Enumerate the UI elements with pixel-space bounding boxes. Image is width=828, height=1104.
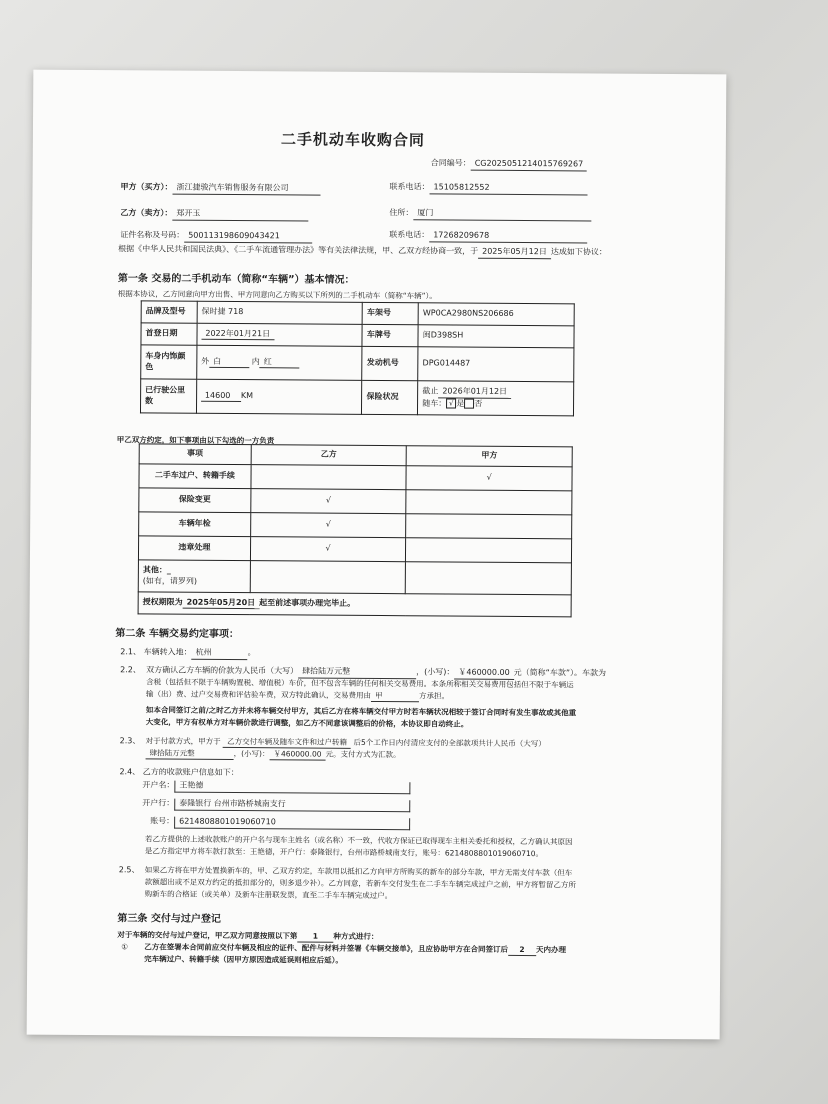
party-b-address: [389, 208, 591, 221]
inner-color-label: 内: [251, 356, 260, 366]
authorization-deadline: [138, 592, 571, 617]
preamble: [118, 244, 708, 260]
account-number-value: 6214808801019060710: [174, 817, 410, 830]
party-a: [121, 182, 321, 195]
section-2-1-label: 车辆转入地：: [143, 647, 192, 657]
id-document-label: 证件名称及号码：: [120, 230, 185, 240]
delivery-suffix: 天内办理: [535, 945, 567, 955]
plate-value: 闽D398SH: [418, 325, 574, 348]
payment-amount-chinese: 肆拾陆万元整: [146, 748, 234, 760]
party-a-phone-label: 联系电话：: [389, 182, 430, 192]
resp-row-item: 违章处理: [138, 536, 250, 561]
party-a-phone-value: 15105812552: [430, 182, 588, 195]
color-label: 车身内饰颜色: [141, 345, 197, 379]
vin-label: 车架号: [362, 302, 418, 324]
payment-small-label: ，(小写)：: [233, 749, 270, 759]
responsibility-table: [138, 443, 573, 617]
party-b-phone-label: 联系电话：: [389, 230, 430, 240]
mileage-values: [196, 379, 362, 414]
resp-other-label: 其他：: [142, 565, 167, 575]
delivery-days: 2: [508, 945, 536, 956]
account-number-row: [150, 816, 410, 830]
section-2-2-line2: 含税（包括但不限于车辆购置税、增值税）车价，但不包含车辆的任何相关交易费用。本条所称相关交易费用包括但不限于车辆运: [146, 677, 574, 690]
resp-other-party-a: [406, 562, 572, 595]
engine-label: 发动机号: [362, 346, 418, 380]
resp-row-party-a: [406, 514, 572, 539]
outer-color-value: 白: [209, 356, 249, 368]
contract-number: [431, 158, 587, 171]
mileage-value: 14600: [201, 390, 241, 402]
section-2-3-line2: [146, 748, 401, 761]
mileage-label: 已行驶公里数: [140, 379, 196, 413]
party-b-address-value: 厦门: [413, 208, 591, 221]
article-2-heading: 第二条 车辆交易约定事项：: [115, 628, 239, 641]
id-document-value: 500113198609043421: [184, 231, 312, 244]
payment-text: 对于付款方式，甲方于: [145, 736, 221, 746]
section-2-5-number: 2.5、: [118, 865, 140, 875]
payment-method: 元。支付方式为汇款。: [325, 749, 401, 760]
section-2-2-number: 2.2、: [120, 665, 141, 675]
resp-other: [138, 560, 250, 593]
party-b-label: 乙方（卖方）：: [120, 208, 173, 218]
preamble-text-end: 达成如下协议：: [550, 247, 607, 257]
section-2-2-line3: [146, 689, 449, 702]
article-3-item-number: ①: [121, 942, 129, 952]
section-2-5-line3: 购新车的合格证（或关单）及新车注册联发票，直至二手车车辆完成过户。: [144, 889, 393, 901]
section-2-3: [145, 736, 716, 760]
section-2-5-line2: 款额超出或不足双方约定的抵扣部分的，则多退少补）。乙方同意，若新车交付发生在二手车车辆完成过户之前，甲方将暂留乙方所: [144, 877, 576, 890]
reg-date-value: 2022年01月21日: [201, 328, 274, 340]
section-2-2-bold-1: 如本合同签订之前/之时乙方并未将车辆交付甲方，其后乙方在将车辆交付甲方时若车辆状况相较于签订合同时有发生事故或其他重: [145, 705, 577, 718]
resp-other-party-b: [250, 561, 406, 594]
party-a-label: 甲方（买方）：: [120, 182, 173, 192]
reg-date-label: 首登日期: [141, 323, 197, 345]
account-bank-row: [142, 798, 410, 812]
section-2-4-label: 乙方的收款账户信息如下：: [142, 767, 239, 778]
article-3-line1: [117, 930, 378, 943]
brand-value: 保时捷 718: [197, 301, 363, 324]
section-2-5-line1: 如果乙方将在甲方处置换新车的，甲、乙双方约定，车款用以抵扣乙方向甲方所购买的新车的部分车款，甲方无需支付车款（但车: [144, 865, 573, 878]
section-2-2-bold-2: 大变化，甲方有权单方对车辆价款进行调整，如乙方不同意该调整后的价格，本协议即自动终止。: [145, 717, 469, 729]
insurance-prefix: 截止: [422, 386, 439, 396]
resp-header-party-b: 乙方: [251, 445, 407, 466]
resp-row-item: 保险变更: [139, 488, 251, 513]
insurance-yes-label: 是: [456, 398, 465, 408]
contract-number-label: 合同编号：: [430, 158, 471, 168]
deadline-suffix: 起至前述事项办理完毕止。: [259, 597, 356, 608]
resp-header-party-a: 甲方: [407, 446, 573, 467]
page-title: 二手机动车收购合同: [280, 130, 425, 150]
inner-color-value: 红: [260, 357, 300, 369]
insurance-yes-checkbox[interactable]: √: [446, 398, 456, 408]
plate-label: 车牌号: [362, 324, 418, 346]
insurance-values: [418, 381, 574, 416]
section-number: 2.1、: [120, 647, 142, 657]
color-values: [197, 345, 363, 380]
preamble-text: 根据《中华人民共和国民法典》、《二手车流通管理办法》等有关法律法规，甲、乙双方经协商一致，于: [118, 244, 479, 256]
vin-value: WP0CA2980NS206686: [418, 303, 574, 326]
resp-row-party-a: [406, 490, 572, 515]
insurance-date: 2026年01月12日: [438, 386, 511, 398]
id-document: [120, 230, 312, 243]
party-a-value: 浙江捷骏汽车销售服务有限公司: [173, 183, 321, 196]
fee-payer: 甲: [371, 691, 419, 702]
section-2-4: [119, 767, 238, 779]
account-bank-label: 开户行：: [142, 798, 175, 808]
insurance-no-checkbox[interactable]: [464, 398, 474, 408]
account-note-2: 是乙方指定甲方将车款打款至：王艳德，开户行：泰隆银行，台州市路桥城南支行，账号：6214808801019060710。: [144, 846, 544, 859]
account-name-value: 王艳德: [174, 781, 410, 794]
article-1-heading: 第一条 交易的二手机动车（简称“车辆”）基本情况：: [117, 273, 355, 286]
section-2-1: 2.1、 车辆转入地： 杭州 。: [120, 647, 255, 660]
section-2-2: [145, 665, 716, 729]
method-number: 1: [297, 931, 333, 942]
resp-row-party-b: [251, 465, 407, 490]
insurance-follow-label: 随车：: [422, 398, 447, 408]
deadline-date: 2025年05月20日: [183, 597, 260, 609]
article-3-heading: 第三条 交付与过户登记: [117, 913, 221, 925]
mileage-unit: KM: [240, 390, 254, 400]
outer-color-label: 外: [201, 356, 210, 366]
resp-row-item: 二手车过户、转籍手续: [139, 464, 251, 489]
party-b-value: 郑开玉: [172, 209, 308, 222]
account-number-label: 账号：: [150, 816, 175, 826]
price-suffix: 元（简称“车款”）。车款为: [513, 667, 607, 678]
resp-header-item: 事项: [139, 444, 251, 465]
price-small-label: ，(小写)：: [416, 667, 455, 677]
article-3-item-line2: 完车辆过户、转籍手续（因甲方原因造成延误则相应后延）。: [144, 954, 343, 965]
resp-row-party-a: √: [406, 466, 572, 491]
insurance-no-label: 否: [474, 398, 483, 408]
party-a-phone: [390, 182, 588, 195]
price-chinese: 肆拾陆万元整: [298, 666, 416, 679]
price-number: ￥460000.00: [454, 668, 513, 680]
resp-other-note: (如有，请罗列): [142, 575, 198, 586]
responsibility-intro: 甲乙双方约定，如下事项由以下勾选的一方负责: [116, 435, 275, 446]
party-b: [120, 208, 308, 221]
brand-label: 品牌及型号: [141, 301, 197, 323]
deadline-label: 授权期限为: [142, 596, 183, 607]
party-b-address-label: 住所：: [389, 208, 414, 218]
resp-row-party-b: √: [250, 513, 406, 538]
destination-value: 杭州: [192, 648, 248, 660]
account-name-row: [142, 780, 410, 794]
resp-row-party-b: √: [250, 537, 406, 562]
delivery-text: 乙方在签署本合同前应交付车辆及相应的证件、配件与材料并签署《车辆交接单》，且应协助甲方在合同签订后: [144, 942, 509, 954]
account-name-label: 开户名：: [142, 780, 175, 790]
resp-row-item: 车辆年检: [139, 512, 251, 537]
fee-text: 输（出）费、过户交易费和评估验车费，双方特此确认，交易费用由: [145, 689, 372, 700]
section-number: 2.4、: [119, 767, 141, 777]
article-1-intro: 根据本协议，乙方同意向甲方出售、甲方同意向乙方购买以下所列的二手机动车（简称“车辆”）。: [117, 289, 437, 301]
method-suffix: 种方式进行：: [333, 931, 379, 942]
payment-condition: 乙方交付车辆及随车文件和过户转籍: [223, 737, 351, 749]
contract-paper: [27, 70, 727, 1040]
price-label: 双方确认乙方车辆的价款为人民币（大写）: [146, 665, 299, 676]
resp-row-party-a: [406, 538, 572, 563]
fee-suffix: 方承担。: [418, 691, 450, 701]
resp-row-party-b: √: [251, 489, 407, 514]
party-b-phone-value: 17268209678: [429, 230, 587, 243]
vehicle-info-table: [140, 300, 575, 416]
payment-text-2: 后5个工作日内付清应支付的全部款项共计人民币（大写）: [353, 737, 546, 749]
resp-other-value: _: [166, 565, 171, 575]
preamble-date: 2025年05月12日: [478, 247, 551, 259]
payment-amount-number: ￥460000.00: [269, 749, 325, 761]
section-2-3-number: 2.3、: [119, 736, 141, 746]
contract-number-value: CG2025051214015769267: [471, 159, 587, 172]
account-bank-value: 泰隆银行 台州市路桥城南支行: [174, 799, 410, 812]
account-note-1: 若乙方提供的上述收款账户的开户名与现车主姓名（或名称）不一致，代收方保证已取得现车主相关委托和授权，乙方确认其原因: [144, 834, 573, 847]
insurance-label: 保险状况: [362, 380, 418, 414]
method-text: 对于车辆的交付与过户登记，甲乙双方同意按照以下第: [117, 930, 298, 941]
engine-value: DPG014487: [418, 347, 574, 382]
party-b-phone: [389, 230, 587, 243]
